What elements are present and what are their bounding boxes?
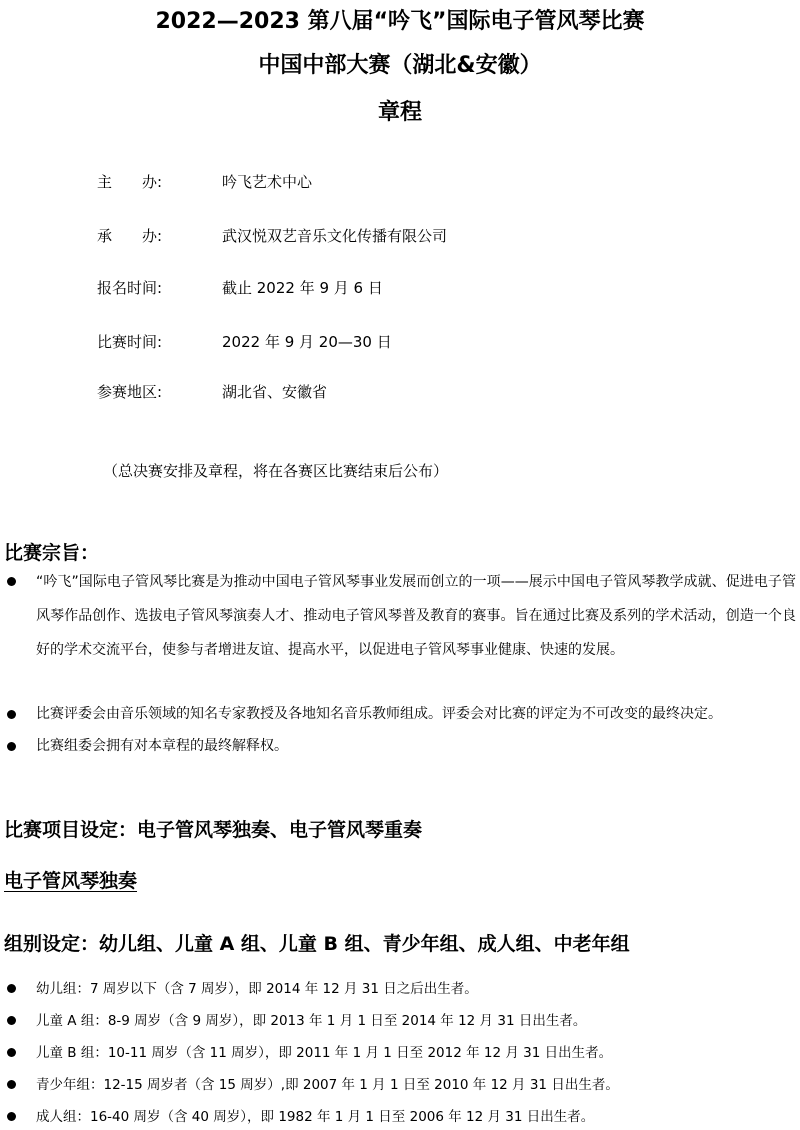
section-heading-solo: 电子管风琴独奏 [4, 870, 138, 892]
group-item-youth: 青少年组：12-15 周岁者（含 15 周岁）,即 2007 年 1 月 1 日至 2010 年 12 月 31 日出生者。 [36, 1077, 619, 1093]
purpose-bullet-3: 比赛组委会拥有对本章程的最终解释权。 [36, 738, 288, 754]
group-item-child-a: 儿童 A 组：8-9 周岁（含 9 周岁），即 2013 年 1 月 1 日至 2014 年 12 月 31 日出生者。 [36, 1013, 587, 1029]
info-value-competition-time: 2022 年 9 月 20—30 日 [222, 333, 392, 351]
info-label-co-organizer: 承 办: [97, 227, 163, 245]
bullet-icon [7, 1048, 16, 1057]
bullet-icon [7, 984, 16, 993]
section-heading-events: 比赛项目设定：电子管风琴独奏、电子管风琴重奏 [4, 819, 423, 841]
info-label-registration: 报名时间: [97, 279, 163, 297]
info-value-co-organizer: 武汉悦双艺音乐文化传播有限公司 [222, 227, 448, 245]
group-item-adult: 成人组：16-40 周岁（含 40 周岁），即 1982 年 1 月 1 日至 2006 年 12 月 31 日出生者。 [36, 1109, 595, 1125]
section-heading-groups: 组别设定：幼儿组、儿童 A 组、儿童 B 组、青少年组、成人组、中老年组 [4, 933, 630, 955]
bullet-icon [7, 1112, 16, 1121]
info-value-region: 湖北省、安徽省 [222, 383, 328, 401]
info-value-organizer: 吟飞艺术中心 [222, 173, 313, 191]
info-label-region: 参赛地区: [97, 383, 163, 401]
finals-note: （总决赛安排及章程，将在各赛区比赛结束后公布） [103, 462, 449, 480]
group-item-preschool: 幼儿组：7 周岁以下（含 7 周岁），即 2014 年 12 月 31 日之后出生者。 [36, 981, 478, 997]
group-item-child-b: 儿童 B 组：10-11 周岁（含 11 周岁），即 2011 年 1 月 1 日至 2012 年 12 月 31 日出生者。 [36, 1045, 613, 1061]
section-heading-purpose: 比赛宗旨： [4, 542, 100, 564]
document-title-line1: 2022—2023 第八届“吟飞”国际电子管风琴比赛 [155, 9, 645, 34]
info-value-registration: 截止 2022 年 9 月 6 日 [222, 279, 383, 297]
bullet-icon [7, 1080, 16, 1089]
document-title-line2: 中国中部大赛（湖北&安徽） [258, 53, 542, 78]
bullet-icon [7, 577, 16, 586]
bullet-icon [7, 1016, 16, 1025]
bullet-icon [7, 742, 16, 751]
info-label-organizer: 主 办: [97, 173, 163, 191]
purpose-bullet-1: “吟飞”国际电子管风琴比赛是为推动中国电子管风琴事业发展而创立的一项——展示中国电子管风琴教学成就、促进电子管风琴作品创作、选拔电子管风琴演奏人才、推动电子管风琴普及教育的赛事。旨在通过比赛及系列的学术活动，创造一个良好的学术交流平台，使参与者增进友谊、提高水平，以促进电子管风琴事业健康、快速的发展。 [36, 574, 796, 658]
document-title-line3: 章程 [377, 100, 422, 125]
purpose-bullet-2: 比赛评委会由音乐领域的知名专家教授及各地知名音乐教师组成。评委会对比赛的评定为不可改变的最终决定。 [36, 706, 722, 722]
bullet-icon [7, 710, 16, 719]
info-label-competition-time: 比赛时间: [97, 333, 163, 351]
